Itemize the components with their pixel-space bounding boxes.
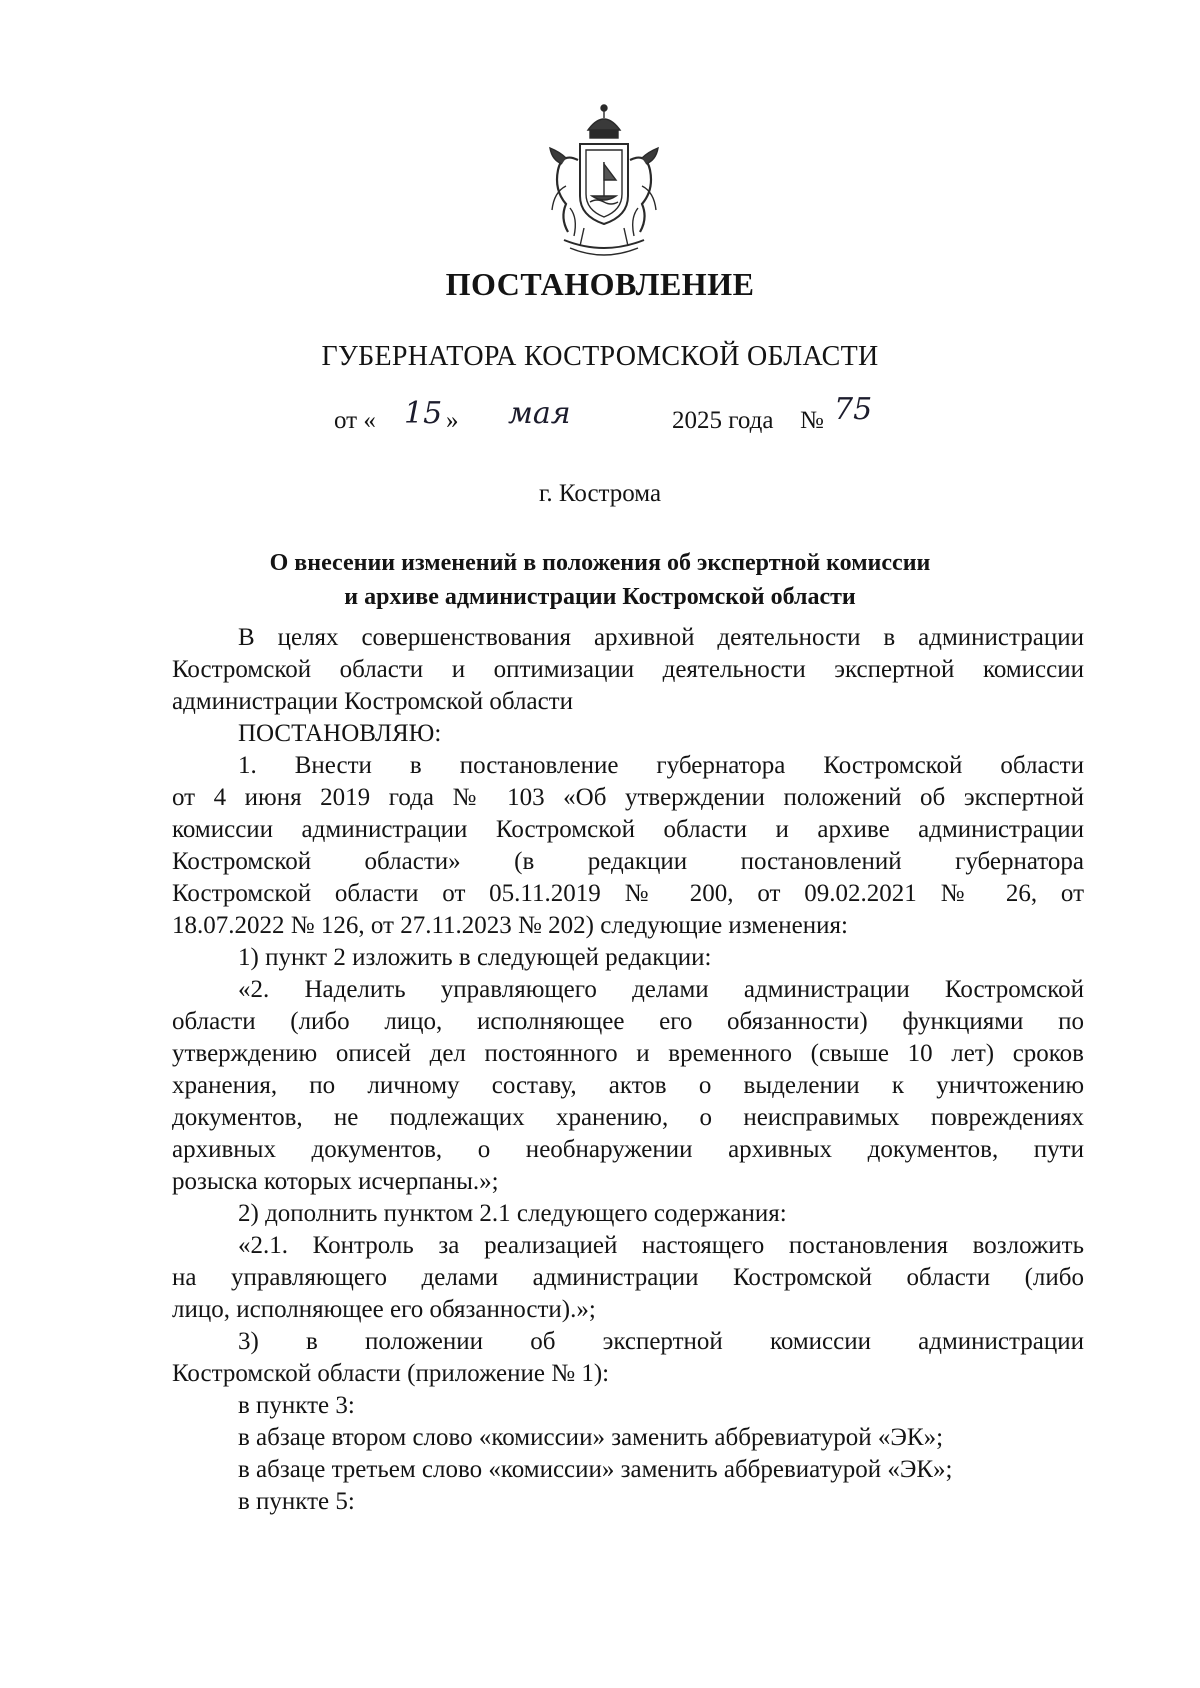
body-line: Костромской области и оптимизации деятельности экспертной комиссии xyxy=(172,656,1084,683)
date-day-suffix: » xyxy=(446,407,459,434)
body-line: хранения, по личному составу, актов о выделении к уничтожению xyxy=(172,1072,1084,1099)
city-line: г. Кострома xyxy=(538,480,662,507)
body-line: области (либо лицо, исполняющее его обязанности) функциями по xyxy=(172,1008,1084,1035)
issuer-title: ГУБЕРНАТОРА КОСТРОМСКОЙ ОБЛАСТИ xyxy=(321,341,879,372)
body-line: 18.07.2022 № 126, от 27.11.2023 № 202) следующие изменения: xyxy=(172,912,848,939)
body-line: в пункте 3: xyxy=(238,1392,355,1419)
number-label: № xyxy=(800,407,824,434)
body-line: комиссии администрации Костромской области и архиве администрации xyxy=(172,816,1084,843)
body-line: ПОСТАНОВЛЯЮ: xyxy=(238,720,442,747)
body-line: 2) дополнить пунктом 2.1 следующего содержания: xyxy=(238,1200,787,1227)
date-year: 2025 года xyxy=(672,407,774,434)
body-line: 1) пункт 2 изложить в следующей редакции: xyxy=(238,944,712,971)
handwritten-month: мая xyxy=(508,396,571,431)
body-line: архивных документов, о необнаружении архивных документов, пути xyxy=(172,1136,1084,1163)
document-heading xyxy=(0,546,1200,614)
body-line: лицо, исполняющее его обязанности).»; xyxy=(172,1296,596,1323)
body-line: розыска которых исчерпаны.»; xyxy=(172,1168,499,1195)
document-title: ПОСТАНОВЛЕНИЕ xyxy=(445,266,755,302)
body-line: Костромской области от 05.11.2019 № 200, от 09.02.2021 № 26, от xyxy=(172,880,1084,907)
body-line: 1. Внести в постановление губернатора Костромской области xyxy=(238,752,1084,779)
body-line: 3) в положении об экспертной комиссии администрации xyxy=(238,1328,1084,1355)
body-line: В целях совершенствования архивной деятельности в администрации xyxy=(238,624,1084,651)
body-line: Костромской области (приложение № 1): xyxy=(172,1360,610,1387)
body-line: в пункте 5: xyxy=(238,1488,355,1515)
body-line: документов, не подлежащих хранению, о неисправимых повреждениях xyxy=(172,1104,1084,1131)
handwritten-day: 15 xyxy=(404,396,443,431)
body-line: в абзаце втором слово «комиссии» заменить аббревиатурой «ЭК»; xyxy=(238,1424,944,1451)
body-line: администрации Костромской области xyxy=(172,688,573,715)
body-line: «2. Наделить управляющего делами администрации Костромской xyxy=(238,976,1084,1003)
heading-line: и архиве администрации Костромской области xyxy=(344,584,856,610)
body-line: от 4 июня 2019 года № 103 «Об утверждении положений об экспертной xyxy=(172,784,1084,811)
body-line: в абзаце третьем слово «комиссии» заменить аббревиатурой «ЭК»; xyxy=(238,1456,953,1483)
coat-of-arms-emblem xyxy=(540,100,668,262)
heading-line: О внесении изменений в положения об экспертной комиссии xyxy=(269,550,931,576)
body-line: утверждению описей дел постоянного и временного (свыше 10 лет) сроков xyxy=(172,1040,1084,1067)
body-line: Костромской области» (в редакции постановлений губернатора xyxy=(172,848,1084,875)
body-line: «2.1. Контроль за реализацией настоящего постановления возложить xyxy=(238,1232,1084,1259)
date-prefix: от « xyxy=(334,407,376,434)
body-line: на управляющего делами администрации Костромской области (либо xyxy=(172,1264,1084,1291)
handwritten-number: 75 xyxy=(834,392,873,427)
